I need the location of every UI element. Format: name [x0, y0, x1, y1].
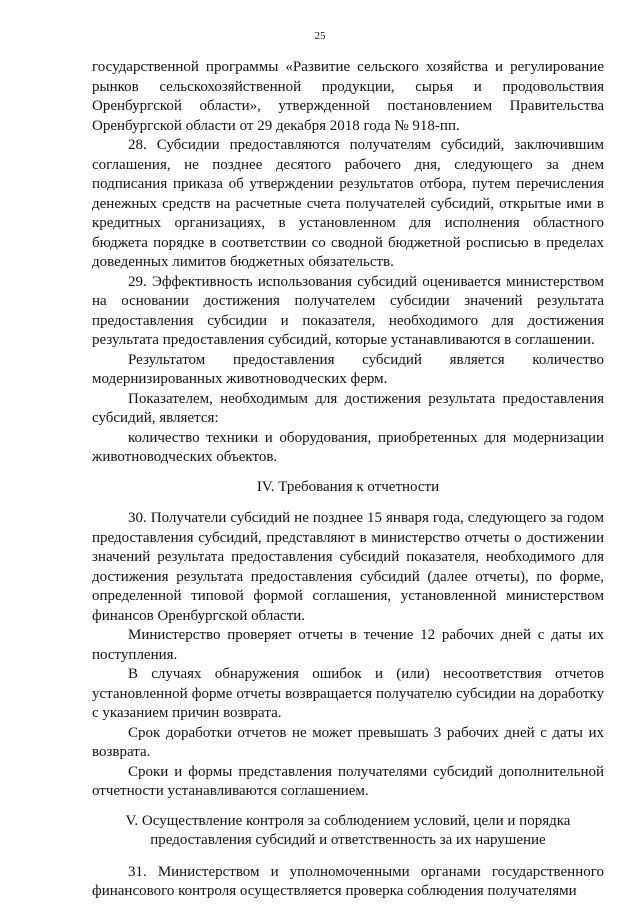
- paragraph-indicator: Показателем, необходимым для достижения результата предоставления субсидий, является:: [92, 390, 604, 426]
- section-5-heading: V. Осуществление контроля за соблюдением условий, цели и порядка предоставления субсидий и ответственность за их нарушение: [125, 812, 571, 848]
- paragraph-28: 28. Субсидии предоставляются получателям субсидий, заключившим соглашения, не позднее десятого рабочего дня, следующего за днем подписания приказа об утверждении результатов отбора, путем перечисления денежных средств на расчетные счета получателей субсидий, открытые ими в кредитных организациях, в установленном для исполнения областного бюджета порядке в соответствии со сводной бюджетной росписью в пределах доведенных лимитов бюджетных обязательств.: [92, 137, 604, 270]
- paragraph-29: 29. Эффективность использования субсидий оценивается министерством на основании достижения получателем субсидии значений результата предоставления субсидии и показателя, необходимого для достижения результата предоставления субсидий, которые устанавливаются в соглашении.: [92, 273, 604, 348]
- paragraph-continuation: государственной программы «Развитие сельского хозяйства и регулирование рынков сельскохозяйственной продукции, сырья и продовольствия Оренбургской области», утвержденной постановлением Правительства Оренбургской области от 29 декабря 2018 года № 918-пп.: [92, 59, 604, 134]
- paragraph-result: Результатом предоставления субсидий является количество модернизированных животноводческих ферм.: [92, 351, 604, 387]
- paragraph-30: 30. Получатели субсидий не позднее 15 января года, следующего за годом предоставления субсидий, представляют в министерство отчеты о достижении значений результата предоставления субсидий показателя, необходимого для достижения результата предоставления субсидий (далее отчеты), по форме, определенной типовой формой соглашения, установленной министерством финансов Оренбургской области.: [92, 510, 604, 624]
- paragraph-revision-term: Срок доработки отчетов не может превышать 3 рабочих дней с даты их возврата.: [92, 724, 604, 760]
- page-number: 25: [314, 30, 326, 42]
- paragraph-31: 31. Министерством и уполномоченными органами государственного финансового контроля осуществляется проверка соблюдения получателями: [92, 863, 604, 899]
- section-4-heading: IV. Требования к отчетности: [256, 478, 440, 495]
- paragraph-indicator-value: количество техники и оборудования, приобретенных для модернизации животноводческих объектов.: [92, 429, 604, 465]
- paragraph-check-period: Министерство проверяет отчеты в течение 12 рабочих дней с даты их поступления.: [92, 627, 604, 663]
- paragraph-errors: В случаях обнаружения ошибок и (или) несоответствия отчетов установленной форме отчеты возвращается получателю субсидии на доработку с указанием причин возврата.: [92, 666, 604, 721]
- paragraph-additional-reporting: Сроки и формы представления получателями субсидий дополнительной отчетности устанавливаются соглашением.: [92, 763, 604, 799]
- document-body: [92, 58, 604, 902]
